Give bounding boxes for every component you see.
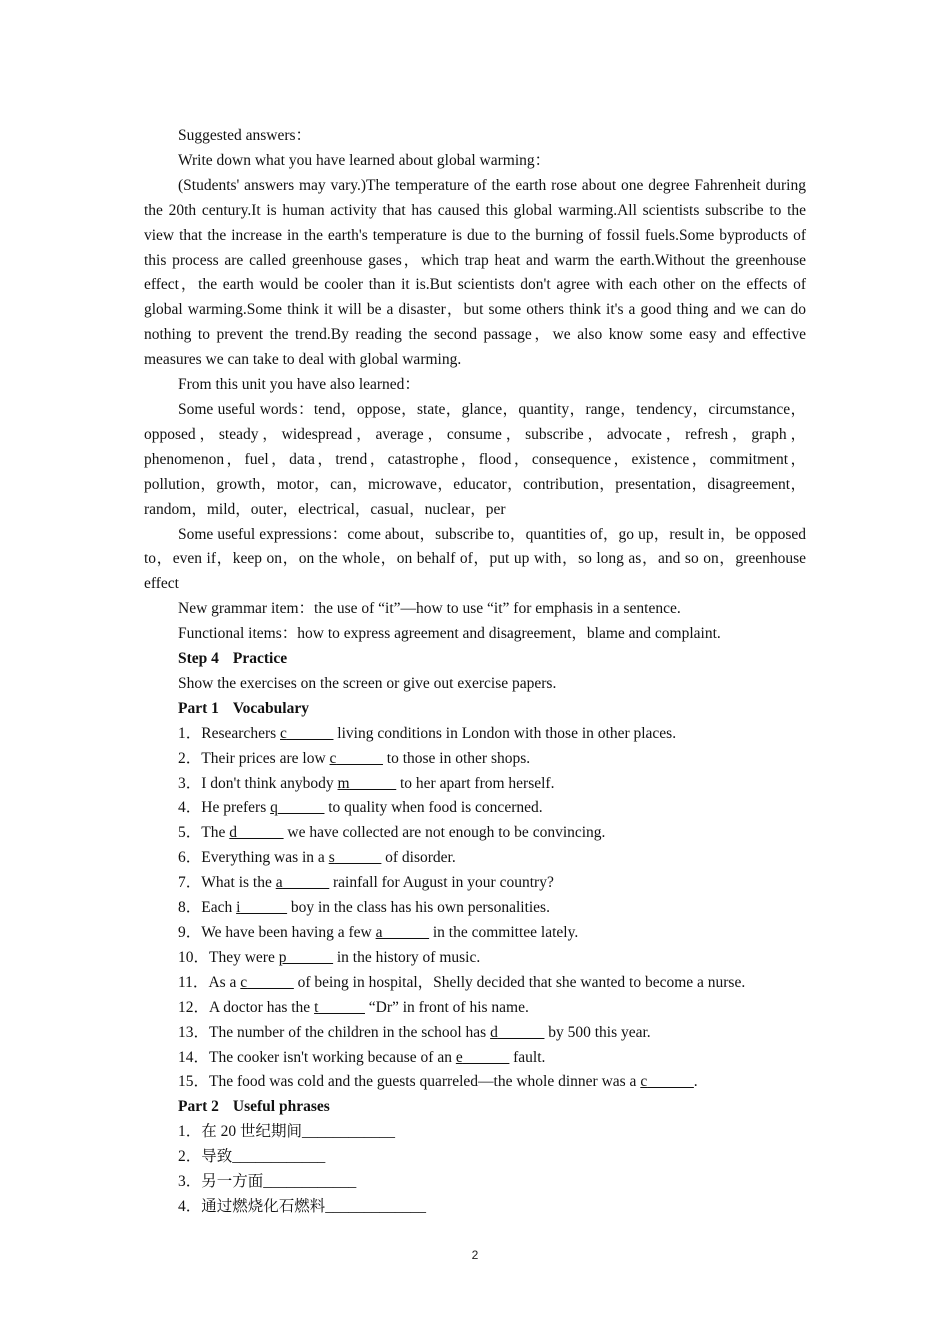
useful-words: Some useful words：tend，oppose，state，glance，quantity，range，tendency，circumstance，opposed，steady，widespread，average，consume，subscribe，advocate，refresh，graph，phenomenon，fuel，data，trend，catastrophe，flood，consequence，existence，commitment，pollution，growth，motor，can，microwave，educator，contribution，presentation，disagreement，random，mild，outer，electrical，casual，nuclear，per <box>144 400 806 518</box>
item-number: 5． <box>178 824 202 842</box>
item-text-after: in the history of music. <box>332 948 481 966</box>
fill-in-blank[interactable] <box>240 974 293 991</box>
blank-initial-letter: i <box>236 899 241 917</box>
blank-initial-letter: e <box>455 1048 463 1066</box>
item-number: 15． <box>178 1073 210 1091</box>
list-item <box>144 996 806 1021</box>
blank-line: ______ <box>334 849 382 867</box>
list-item <box>144 896 806 921</box>
item-number: 12． <box>178 998 210 1016</box>
item-text-before: A doctor has the <box>209 998 315 1016</box>
blank-line: ______ <box>336 749 383 767</box>
item-text-before: I don't think anybody <box>201 774 338 792</box>
fill-in-blank[interactable] <box>456 1049 509 1066</box>
item-text-after: boy in the class has his own personalities. <box>286 899 550 917</box>
item-text-before: The cooker isn't working because of an <box>209 1048 456 1066</box>
blank-line: ______ <box>286 948 333 966</box>
list-item <box>144 1120 806 1145</box>
blank-initial-letter: m <box>337 774 350 792</box>
item-text-after: of disorder. <box>381 849 456 867</box>
blank-line: ______ <box>349 774 397 792</box>
blank-initial-letter: s <box>328 849 335 867</box>
learned-intro: From this unit you have also learned： <box>178 376 420 394</box>
item-text-before: They were <box>209 948 279 966</box>
part2-heading <box>144 1095 806 1120</box>
item-number: 2． <box>178 1148 202 1166</box>
part2-title: Useful phrases <box>232 1098 330 1116</box>
answer-blank[interactable]: ____________ <box>302 1123 396 1141</box>
blank-initial-letter: c <box>280 724 287 742</box>
fill-in-blank[interactable] <box>329 849 382 866</box>
part1-label: Part 1 <box>178 699 219 717</box>
item-number: 1． <box>178 1123 202 1141</box>
part2-label: Part 2 <box>178 1098 219 1116</box>
list-item <box>144 1070 806 1095</box>
useful-expressions: Some useful expressions：come about，subscribe to，quantities of，go up，result in，be opposed to，even if，keep on，on the whole，on behalf of，put up with，so long as，and so on，greenhouse effect <box>144 525 806 593</box>
list-item <box>144 821 806 846</box>
page-number: 2 <box>471 1248 479 1262</box>
item-number: 11． <box>178 973 209 991</box>
blank-initial-letter: d <box>490 1023 498 1041</box>
blank-initial-letter: d <box>229 824 237 842</box>
vocabulary-list <box>144 722 806 1096</box>
answer-blank[interactable]: ____________ <box>232 1148 326 1166</box>
phrase-text: 导致 <box>201 1148 233 1166</box>
list-item <box>144 772 806 797</box>
list-item <box>144 971 806 996</box>
answer-blank[interactable]: ____________ <box>263 1173 357 1191</box>
list-item <box>144 1145 806 1170</box>
item-number: 4． <box>178 1197 202 1215</box>
summary-prompt: Write down what you have learned about global warming： <box>178 151 551 169</box>
document-body <box>144 124 806 1220</box>
item-number: 6． <box>178 849 202 867</box>
list-item <box>144 722 806 747</box>
list-item <box>144 871 806 896</box>
blank-initial-letter: a <box>375 924 383 941</box>
fill-in-blank[interactable] <box>276 874 329 891</box>
item-text-before: The number of the children in the school has <box>209 1023 491 1041</box>
blank-initial-letter: p <box>278 948 287 966</box>
item-text-before: We have been having a few <box>201 924 376 941</box>
grammar-item: New grammar item：the use of “it”—how to use “it” for emphasis in a sentence. <box>178 600 681 618</box>
blank-initial-letter: t <box>314 998 319 1016</box>
blank-line: ______ <box>382 924 429 941</box>
item-number: 10． <box>178 948 210 966</box>
item-text-after: to those in other shops. <box>382 749 531 767</box>
phrase-text: 通过燃烧化石燃料 <box>201 1197 326 1215</box>
blank-initial-letter: a <box>275 874 283 892</box>
blank-initial-letter: c <box>240 973 248 991</box>
blank-line: ______ <box>277 799 325 817</box>
list-item <box>144 1046 806 1071</box>
item-number: 3． <box>178 1173 202 1191</box>
item-text-before: Each <box>201 899 237 917</box>
item-text-after: living conditions in London with those in other places. <box>333 724 677 742</box>
step4-heading <box>144 647 806 672</box>
list-item <box>144 1021 806 1046</box>
answer-blank[interactable]: _____________ <box>325 1197 427 1215</box>
item-text-before: He prefers <box>201 799 271 817</box>
blank-line: ______ <box>318 998 365 1016</box>
fill-in-blank[interactable] <box>330 750 383 767</box>
blank-initial-letter: q <box>270 799 278 817</box>
blank-initial-letter: c <box>640 1073 648 1091</box>
list-item <box>144 796 806 821</box>
fill-in-blank[interactable] <box>314 999 365 1016</box>
item-text-before: As a <box>208 973 241 991</box>
item-number: 1． <box>178 724 202 742</box>
item-text-after: of being in hospital，Shelly decided that she wanted to become a nurse. <box>293 973 746 991</box>
summary-paragraph: (Students' answers may vary.)The temperature of the earth rose about one degree Fahrenheit during the 20th century.It is human activity that has caused this global warming.All scientists subscribe to the view that the increase in the earth's temperature is due to the burning of fossil fuels.Some byproducts of this process are called greenhouse gases，which trap heat and warm the earth.Without the greenhouse effect，the earth would be cooler than it is.But scientists don't agree with each other on the effects of global warming.Some think it will be a disaster，but some others think it's a good thing and we can do nothing to prevent the trend.By reading the second passage，we also know some easy and effective measures we can take to deal with global warming. <box>144 176 806 369</box>
item-text-before: Their prices are low <box>201 749 330 767</box>
step4-title: Practice <box>232 650 288 668</box>
item-number: 4． <box>178 799 202 817</box>
fill-in-blank[interactable] <box>229 824 283 841</box>
item-number: 9． <box>178 924 202 941</box>
part1-heading <box>144 697 806 722</box>
item-text-before: The food was cold and the guests quarreled—the whole dinner was a <box>209 1073 641 1091</box>
list-item <box>144 1195 806 1220</box>
blank-line: ______ <box>286 724 334 742</box>
phrases-list <box>144 1120 806 1220</box>
fill-in-blank[interactable] <box>279 949 333 966</box>
item-text-after: we have collected are not enough to be convincing. <box>283 824 606 842</box>
item-text-after: to her apart from herself. <box>396 774 555 792</box>
fill-in-blank[interactable] <box>236 899 287 916</box>
blank-line: ______ <box>497 1023 545 1041</box>
item-text-after: “Dr” in front of his name. <box>364 998 529 1016</box>
item-number: 3． <box>178 774 202 792</box>
item-text-after: fault. <box>509 1048 546 1066</box>
phrase-text: 在 20 世纪期间 <box>201 1123 303 1141</box>
fill-in-blank[interactable] <box>338 775 397 792</box>
fill-in-blank[interactable] <box>640 1073 693 1090</box>
fill-in-blank[interactable] <box>490 1024 544 1041</box>
blank-line: ______ <box>647 1073 694 1091</box>
list-item <box>144 846 806 871</box>
blank-initial-letter: c <box>329 749 337 767</box>
fill-in-blank[interactable] <box>280 725 333 742</box>
item-text-after: in the committee lately. <box>429 924 579 941</box>
phrase-text: 另一方面 <box>201 1173 264 1191</box>
blank-line: ______ <box>247 973 294 991</box>
item-text-before: What is the <box>201 874 276 892</box>
blank-line: ______ <box>237 824 284 842</box>
item-number: 7． <box>178 874 202 892</box>
item-number: 14． <box>178 1048 210 1066</box>
functional-items: Functional items：how to express agreement and disagreement，blame and complaint. <box>178 625 721 643</box>
list-item <box>144 946 806 971</box>
answers-heading: Suggested answers： <box>178 127 312 144</box>
item-text-after: rainfall for August in your country? <box>329 874 554 892</box>
item-text-before: Everything was in a <box>201 849 329 867</box>
fill-in-blank[interactable] <box>270 799 324 816</box>
list-item <box>144 747 806 772</box>
item-number: 8． <box>178 899 202 917</box>
item-text-after: . <box>693 1073 698 1091</box>
step4-instruction: Show the exercises on the screen or give out exercise papers. <box>178 674 557 692</box>
item-text-before: Researchers <box>201 724 281 742</box>
item-text-before: The <box>201 824 230 842</box>
item-number: 2． <box>178 749 202 767</box>
part1-title: Vocabulary <box>232 699 309 717</box>
blank-line: ______ <box>462 1048 510 1066</box>
item-number: 13． <box>178 1023 210 1041</box>
blank-line: ______ <box>240 899 287 917</box>
step4-label: Step 4 <box>178 650 219 668</box>
item-text-after: to quality when food is concerned. <box>324 799 543 817</box>
blank-line: ______ <box>282 874 330 892</box>
list-item <box>144 921 806 946</box>
list-item <box>144 1170 806 1195</box>
item-text-after: by 500 this year. <box>544 1023 651 1041</box>
fill-in-blank[interactable] <box>376 924 429 941</box>
